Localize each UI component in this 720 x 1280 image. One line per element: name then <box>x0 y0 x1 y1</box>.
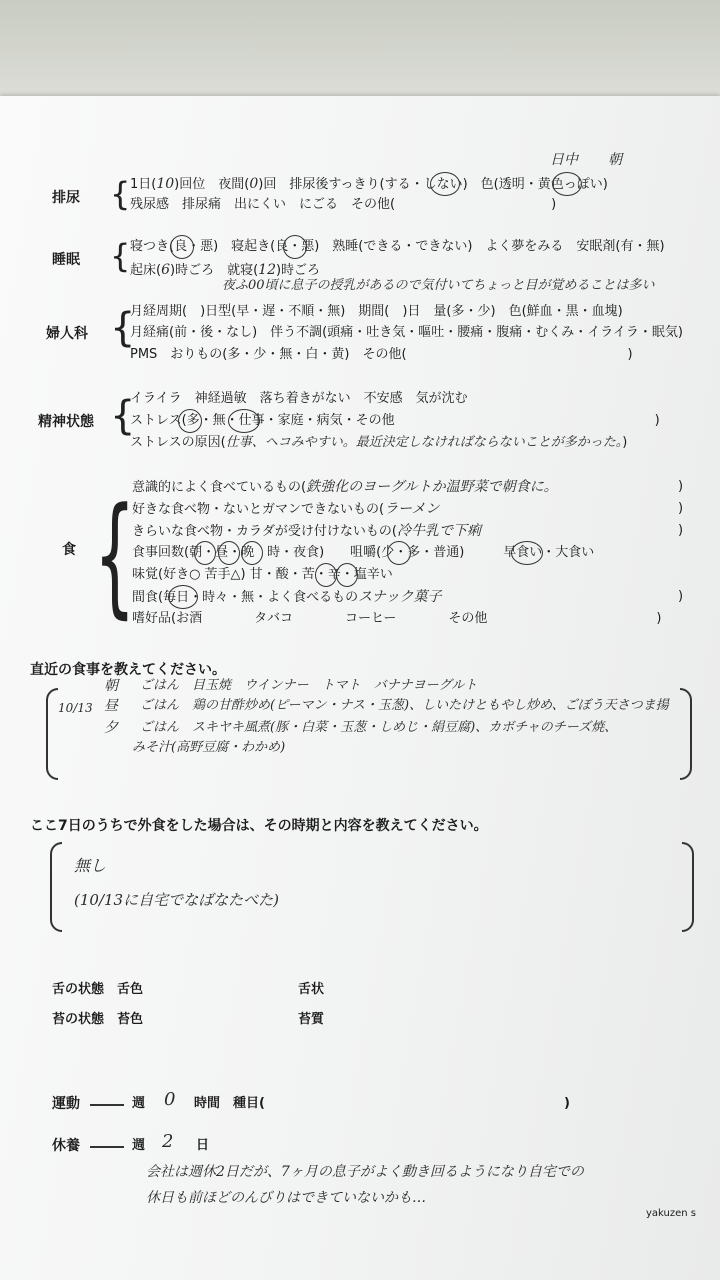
line-shoku-7: 嗜好品(お酒 タバコ コーヒー その他 ) <box>132 611 662 626</box>
coating-state: 苔の状態 苔色 <box>52 1012 144 1027</box>
meal-date: 10/13 <box>58 701 93 715</box>
exercise-rest: 時間 種目( ) <box>194 1096 570 1111</box>
hand-note: 朝 <box>608 152 622 168</box>
meal-label-morning: 朝 <box>104 678 118 694</box>
eating-out-answer-2: (10/13に自宅でなばなたべた) <box>74 891 279 909</box>
line-shoku-3: きらいな食べ物・カラダが受け付けないもの(冷牛乳で下痢 <box>132 523 481 539</box>
rest-note-1: 会社は週休2日だが、7ヶ月の息子がよく動き回るようになり自宅での <box>146 1164 584 1180</box>
answer-circle <box>228 409 260 433</box>
rest-week: 週 <box>132 1138 146 1153</box>
section-label-fujinka: 婦人科 <box>46 326 88 342</box>
tongue-shape: 舌状 <box>298 982 325 997</box>
line-haiyou-1: 1日(10)回位 夜間(0)回 排尿後すっきり(する・しない) 色(透明・黄色っぽい) <box>130 176 608 192</box>
answer-circle <box>315 563 337 587</box>
eating-out-title: ここ7日のうちで外食をした場合は、その時期と内容を教えてください。 <box>30 818 488 834</box>
bracket-left <box>50 842 62 932</box>
paren-close: ) <box>678 501 684 516</box>
paren-close: ) <box>678 479 684 494</box>
answer-circle <box>178 409 202 433</box>
answer-circle <box>387 541 411 565</box>
hand-note: 日中 <box>550 152 578 168</box>
meal-noon: ごはん 鶏の甘酢炒め(ピーマン・ナス・玉葱)、しいたけともやし炒め、ごぼう天さつま揚 <box>140 698 669 713</box>
answer-circle <box>170 235 194 259</box>
line-seishin-3: ストレスの原因(仕事、ヘコみやすい。最近決定しなければならないことが多かった。) <box>130 435 628 450</box>
dash-line <box>90 1104 124 1106</box>
answer-circle <box>168 585 198 609</box>
paren-close: ) <box>678 589 684 604</box>
line-fujinka-1: 月経周期( )日型(早・遅・不順・無) 期間( )日 量(多・少) 色(鮮血・黒・血塊) <box>130 304 623 319</box>
exercise-label: 運動 <box>52 1096 80 1112</box>
bracket-right <box>680 688 692 780</box>
line-seishin-1: イライラ 神経過敏 落ち着きがない 不安感 気が沈む <box>130 391 468 406</box>
rest-label: 休養 <box>52 1138 80 1154</box>
bracket-left <box>46 688 58 780</box>
line-haiyou-2: 残尿感 排尿痛 出にくい にごる その他( ) <box>130 197 557 212</box>
exercise-value: 0 <box>164 1089 176 1110</box>
rest-unit: 日 <box>196 1138 210 1153</box>
recent-meals-title: 直近の食事を教えてください。 <box>30 662 226 678</box>
section-label-seishin: 精神状態 <box>38 414 94 430</box>
answer-circle <box>430 172 460 196</box>
line-shoku-2: 好きな食べ物・ないとガマンできないもの(ラーメン <box>132 501 440 517</box>
section-label-suimin: 睡眠 <box>52 252 80 268</box>
line-shoku-1: 意識的によく食べているもの(鉄強化のヨーグルトか温野菜で朝食に。 <box>132 479 558 495</box>
section-label-haiyou: 排尿 <box>52 190 80 206</box>
line-seishin-2: ストレス(多・無・仕事・家庭・病気・その他 ) <box>130 413 660 428</box>
eating-out-answer-1: 無し <box>74 856 107 875</box>
line-fujinka-3: PMS おりもの(多・少・無・白・黄) その他( ) <box>130 347 633 362</box>
line-suimin-1: 寝つき(良・悪) 寝起き(良・悪) 熟睡(できる・できない) よく夢をみる 安眠剤(有・無) <box>130 239 665 254</box>
line-shoku-6: 間食(毎日・時々・無・よく食べるものスナック菓子 <box>132 589 442 605</box>
section-label-shoku: 食 <box>62 542 76 558</box>
line-shoku-4: 食事回数(朝・昼・晩 時・夜食) 咀嚼(少・多・普通) 早食い・大食い <box>132 545 595 560</box>
line-suimin-2: 起床(6)時ごろ 就寝(12)時ごろ <box>130 262 321 278</box>
answer-circle <box>241 541 263 565</box>
dash-line <box>90 1146 124 1148</box>
answer-circle <box>552 172 582 196</box>
rest-note-2: 休日も前ほどのんびりはできていないかも… <box>146 1190 426 1206</box>
answer-circle <box>511 541 543 565</box>
answer-circle <box>283 235 307 259</box>
bracket-right <box>682 842 694 932</box>
paren-close: ) <box>678 523 684 538</box>
meal-morning: ごはん 目玉焼 ウインナー トマト バナナヨーグルト <box>140 678 478 693</box>
brace: { <box>110 393 136 439</box>
meal-evening: ごはん スキヤキ風煮(豚・白菜・玉葱・しめじ・絹豆腐)、カボチャのチーズ焼、 <box>140 720 618 735</box>
background-wall <box>0 0 720 98</box>
rest-value: 2 <box>162 1131 174 1152</box>
brace: { <box>110 305 136 351</box>
meal-label-evening: 夕 <box>104 720 118 736</box>
brace: { <box>94 479 136 631</box>
coating-quality: 苔質 <box>298 1012 325 1027</box>
brace: { <box>110 175 131 213</box>
footer-brand: yakuzen s <box>646 1208 696 1219</box>
meal-evening-2: みそ汁(高野豆腐・わかめ) <box>132 740 286 755</box>
answer-circle <box>194 541 216 565</box>
meal-label-noon: 昼 <box>104 698 118 714</box>
tongue-state: 舌の状態 舌色 <box>52 982 144 997</box>
hand-note: 夜ふ00頃に息子の授乳があるので気付いてちょっと目が覚めることは多い <box>222 278 655 293</box>
brace: { <box>110 237 131 275</box>
answer-circle <box>218 541 240 565</box>
answer-circle <box>336 563 358 587</box>
line-shoku-5: 味覚(好き○ 苦手△) 甘・酸・苦・辛・塩辛い <box>132 567 393 582</box>
line-fujinka-2: 月経痛(前・後・なし) 伴う不調(頭痛・吐き気・嘔吐・腰痛・腹痛・むくみ・イライラ・眠気) <box>130 325 683 340</box>
exercise-week: 週 <box>132 1096 146 1111</box>
